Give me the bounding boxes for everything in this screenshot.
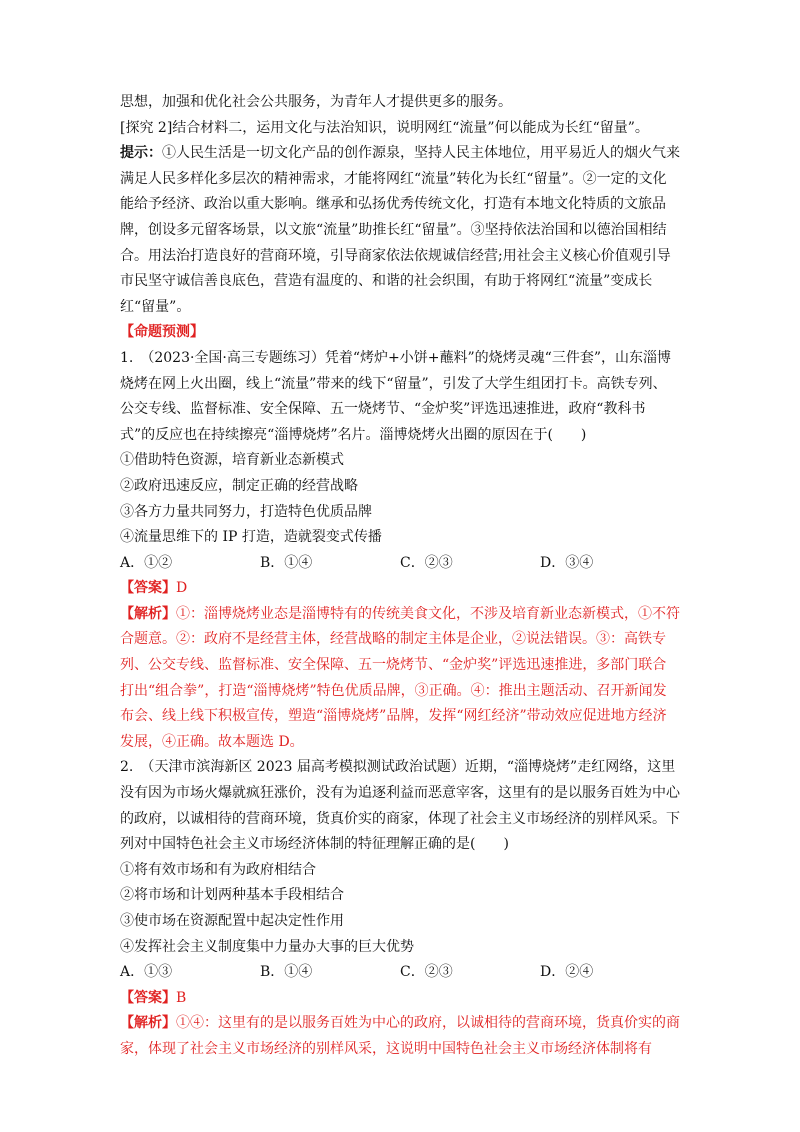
q2-option-c: C．②③ <box>400 964 453 981</box>
answer-label: 【答案】 <box>120 580 176 597</box>
q1-item: ④流量思维下的 IP 打造，造就裂变式传播 <box>120 529 382 546</box>
q2-option-a: A．①③ <box>120 964 173 981</box>
q2-item: ①将有效市场和有为政府相结合 <box>120 861 316 878</box>
analysis-text: ①：淄博烧烤业态是淄博特有的传统美食文化，不涉及培育新业态新模式，①不符合题意。②：政府不是经营主体，经营战略的制定主体是企业，②说法错误。③：高铁专列、公交专线、监督标准、安全保障、五一烧烤节、“金炉奖”评选迅速推进，多部门联合打出“组合拳”，打造“淄博烧烤”特色优质品牌，③正确。④：推出主题活动、召开新闻发布会、线上线下积极宣传，塑造“淄博烧烤”品牌，发挥“网红经济”带动效应促进地方经济发展，④正确。故本题选 D。 <box>120 605 680 750</box>
explore-tag: [探究 2] <box>120 119 173 136</box>
q2-item: ③使市场在资源配置中起决定性作用 <box>120 913 344 929</box>
q1-option-a: A．①② <box>120 554 173 571</box>
analysis-label: 【解析】 <box>120 1015 176 1032</box>
q1-item: ③各方力量共同努力，打造特色优质品牌 <box>120 503 372 520</box>
q2-option-d: D．②④ <box>540 964 594 981</box>
document-page <box>120 90 680 1063</box>
explore-question <box>120 116 680 142</box>
q1-analysis <box>120 602 680 756</box>
answer-label: 【答案】 <box>120 989 176 1006</box>
q2-option-b: B．①④ <box>260 964 313 981</box>
hint-label: 提示： <box>120 145 162 162</box>
q2-options <box>120 960 680 986</box>
q2-item: ②将市场和计划两种基本手段相结合 <box>120 887 344 904</box>
prev-line: 思想，加强和优化社会公共服务，为青年人才提供更多的服务。 <box>120 94 512 110</box>
q2-answer <box>120 986 680 1012</box>
answer-value: B <box>176 989 187 1006</box>
hint-text: ①人民生活是一切文化产品的创作源泉，坚持人民主体地位，用平易近人的烟火气来满足人民多样化多层次的精神需求，才能将网红“流量”转化为长红“留量”。②一定的文化能给予经济、政治以重大影响。继承和弘扬优秀传统文化，打造有本地文化特质的文旅品牌，创设多元留客场景，以文旅“流量”助推长红“留量”。③坚持依法治国和以德治国相结合。用法治打造良好的营商环境，引导商家依法依规诚信经营;用社会主义核心价值观引导市民坚守诚信善良底色，营造有温度的、和谐的社会织围，有助于将网红“流量”变成长红“留量”。 <box>120 145 680 315</box>
q1-option-d: D．③④ <box>540 554 594 571</box>
q1-item: ①借助特色资源，培育新业态新模式 <box>120 452 344 469</box>
section-title: 【命题预测】 <box>120 324 204 341</box>
q2-stem: 2. （天津市滨海新区 2023 届高考模拟测试政治试题）近期，“淄博烧烤”走红网络，这里没有因为市场火爆就疯狂涨价，没有为追逐利益而恶意宰客，这里有的是以服务百姓为中心的政府，以诚相待的营商环境，货真价实的商家，体现了社会主义市场经济的别样风采。下列对中国特色社会主义市场经济体制的特征理解正确的是( ) <box>120 759 680 853</box>
explore-text: 结合材料二，运用文化与法治知识，说明网红“流量”何以能成为长红“留量”。 <box>172 119 649 136</box>
q2-analysis <box>120 1011 680 1062</box>
analysis-text: ①④：这里有的是以服务百姓为中心的政府，以诚相待的营商环境，货真价实的商家，体现了社会主义市场经济的别样风采，这说明中国特色社会主义市场经济体制将有 <box>120 1015 680 1057</box>
q2-item: ④发挥社会主义制度集中力量办大事的巨大优势 <box>120 938 414 955</box>
answer-value: D <box>176 580 188 597</box>
q1-stem: 1. （2023·全国·高三专题练习）凭着“烤炉+小饼+蘸料”的烧烤灵魂“三件套”，山东淄博烧烤在网上火出圈，线上“流量”带来的线下“留量”，引发了大学生组团打卡。高铁专列、公交专线、监督标准、安全保障、五一烧烤节、“金炉奖”评选迅速推进，政府“教科书式”的反应也在持续擦亮“淄博烧烤”名片。淄博烧烤火出圈的原因在于( ) <box>120 349 671 443</box>
q1-options <box>120 551 680 577</box>
hint-paragraph <box>120 141 680 320</box>
q1-item: ②政府迅速反应，制定正确的经营战略 <box>120 477 358 494</box>
q1-option-c: C．②③ <box>400 554 453 571</box>
q1-answer <box>120 576 680 602</box>
analysis-label: 【解析】 <box>120 605 176 622</box>
q1-option-b: B．①④ <box>260 554 313 571</box>
